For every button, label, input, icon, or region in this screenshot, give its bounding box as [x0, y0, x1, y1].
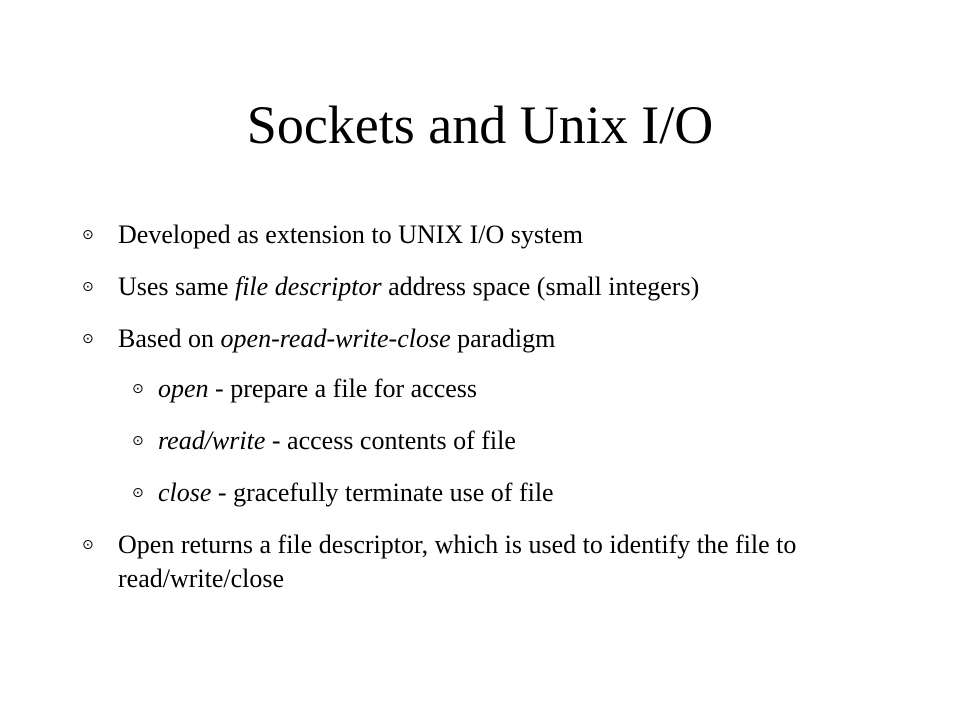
bullet-marker-icon: ⊙ [132, 381, 144, 397]
slide-title: Sockets and Unix I/O [246, 95, 714, 155]
bullet-text-run: paradigm [450, 324, 556, 353]
bullet-text-run: - prepare a file for access [208, 374, 478, 403]
bullet-marker-icon: ⊙ [82, 279, 94, 295]
bullet-text-italic: file descriptor [234, 272, 382, 301]
bullet-text [118, 528, 888, 596]
bullet-marker-icon: ⊙ [82, 537, 94, 553]
bullet-text-run: - access contents of file [265, 426, 516, 455]
bullet-marker-icon: ⊙ [82, 227, 94, 243]
bullet-text [158, 424, 838, 458]
bullet-text-italic: open [158, 374, 209, 403]
bullet-text [118, 218, 888, 252]
bullet-marker-icon: ⊙ [132, 433, 144, 449]
bullet-text-run: Uses same [118, 272, 235, 301]
bullet-text-italic: close [158, 478, 212, 507]
bullet-text-run: address space (small integers) [381, 272, 700, 301]
bullet-marker-icon: ⊙ [132, 485, 144, 501]
bullet-text-run: Open returns a file descriptor, which is used to identify the file to read/write/close [118, 530, 797, 593]
bullet-text [158, 372, 838, 406]
bullet-text-run: - gracefully terminate use of file [211, 478, 554, 507]
bullet-marker-icon: ⊙ [82, 331, 94, 347]
bullet-text-italic: open-read-write-close [220, 324, 451, 353]
bullet-text-italic: read/write [158, 426, 266, 455]
bullet-text-run: Based on [118, 324, 221, 353]
bullet-text [118, 322, 888, 356]
bullet-text [118, 270, 888, 304]
bullet-text-run: Developed as extension to UNIX I/O system [118, 220, 584, 249]
bullet-text [158, 476, 838, 510]
